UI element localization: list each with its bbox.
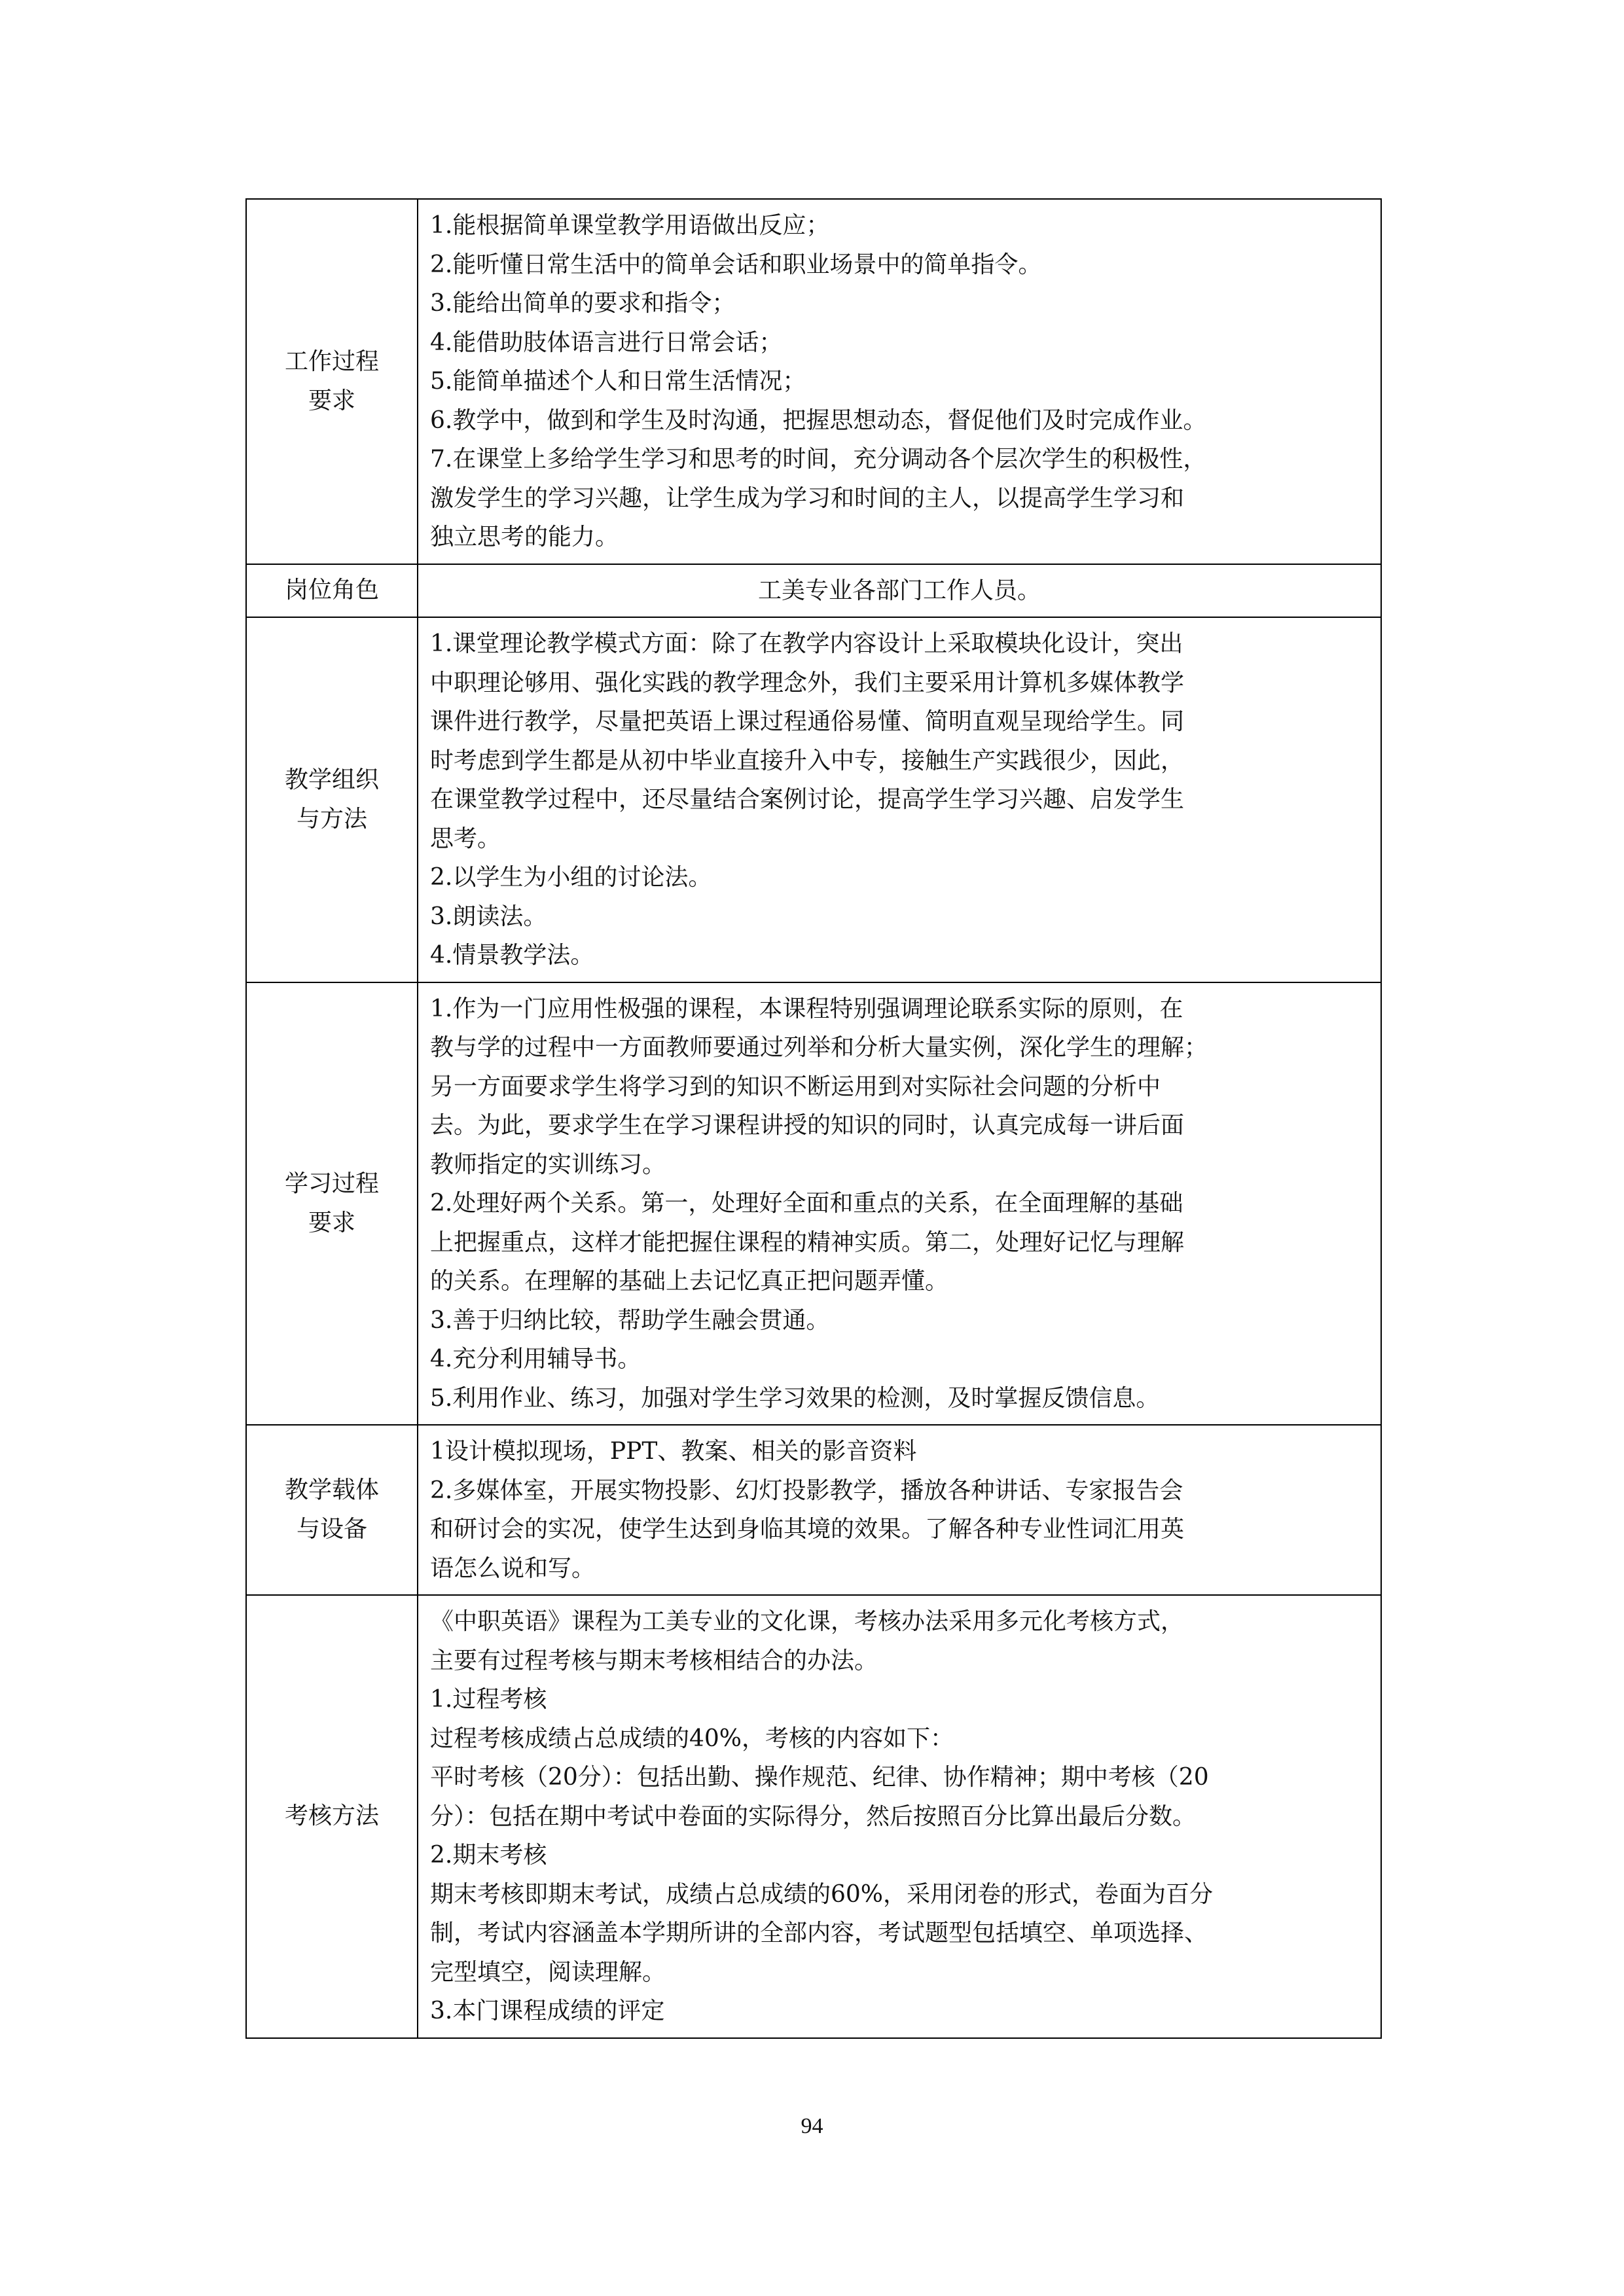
row-label-text: 与方法 [296,805,367,833]
table-row [246,982,1381,1426]
row-label-text: 与设备 [296,1516,367,1543]
content-line: 6.教学中，做到和学生及时沟通，把握思想动态，督促他们及时完成作业。 [430,406,1207,434]
content-line: 2.期末考核 [430,1842,547,1869]
content-line: 4.充分利用辅导书。 [430,1346,641,1372]
content-line: 2.以学生为小组的讨论法。 [430,864,712,891]
table-row [246,564,1381,618]
content-line: 完型填空，阅读理解。 [430,1958,666,1986]
content-line: 3.本门课程成绩的评定 [430,1998,665,2024]
course-info-table [245,198,1382,2039]
content-line: 2.多媒体室，开展实物投影、幻灯投影教学，播放各种讲话、专家报告会 [430,1477,1183,1504]
table-row [246,1595,1381,2038]
content-line: 4.情景教学法。 [430,942,594,969]
content-line: 3.能给出简单的要求和指令； [430,290,736,317]
row-label-text: 学习过程 [284,1170,379,1197]
content-line: 语怎么说和写。 [430,1554,596,1582]
table-row [246,1425,1381,1595]
row-label-text: 教学组织 [284,766,379,793]
content-line: 1.作为一门应用性极强的课程，本课程特别强调理论联系实际的原则，在 [430,995,1183,1022]
table-row [246,199,1381,564]
content-line: 和研讨会的实况，使学生达到身临其境的效果。了解各种专业性词汇用英 [430,1516,1185,1543]
row-content-cell [418,199,1381,564]
content-line: 7.在课堂上多给学生学习和思考的时间，充分调动各个层次学生的积极性， [430,446,1207,473]
content-line: 的关系。在理解的基础上去记忆真正把问题弄懂。 [430,1268,949,1295]
content-line: 另一方面要求学生将学习到的知识不断运用到对实际社会问题的分析中 [430,1073,1161,1100]
content-line: 5.能简单描述个人和日常生活情况； [430,368,806,395]
content-line: 平时考核（20分）：包括出勤、操作规范、纪律、协作精神；期中考核（20 [430,1764,1209,1791]
content-line: 5.利用作业、练习，加强对学生学习效果的检测，及时掌握反馈信息。 [430,1384,1160,1412]
row-label-cell [246,617,418,982]
page-number: 94 [801,2114,823,2138]
content-line: 1.课堂理论教学模式方面：除了在教学内容设计上采取模块化设计，突出 [430,630,1183,657]
row-label-cell [246,1595,418,2038]
content-line: 思考。 [430,825,501,852]
row-label-text: 要求 [308,387,355,414]
row-label-text: 考核方法 [284,1803,379,1830]
row-label-cell [246,1425,418,1595]
row-content-cell [418,1595,1381,2038]
content-line: 2.处理好两个关系。第一，处理好全面和重点的关系，在全面理解的基础 [430,1190,1183,1217]
content-line: 在课堂教学过程中，还尽量结合案例讨论，提高学生学习兴趣、启发学生 [430,786,1185,813]
row-content-cell [418,982,1381,1426]
content-line: 激发学生的学习兴趣，让学生成为学习和时间的主人，以提高学生学习和 [430,484,1185,512]
table-row [246,617,1381,982]
table-body [246,199,1381,2038]
content-line: 4.能借助肢体语言进行日常会话； [430,329,783,356]
content-line: 去。为此，要求学生在学习课程讲授的知识的同时，认真完成每一讲后面 [430,1112,1185,1139]
row-label-cell [246,982,418,1426]
content-line: 1设计模拟现场，PPT、教案、相关的影音资料 [430,1438,917,1465]
content-line: 中职理论够用、强化实践的教学理念外，我们主要采用计算机多媒体教学 [430,669,1185,696]
content-line: 上把握重点，这样才能把握住课程的精神实质。第二，处理好记忆与理解 [430,1229,1185,1256]
content-line: 主要有过程考核与期末考核相结合的办法。 [430,1647,878,1674]
row-label-text: 要求 [308,1209,355,1236]
content-line: 3.朗读法。 [430,903,547,930]
content-line: 教师指定的实训练习。 [430,1151,666,1178]
content-line: 独立思考的能力。 [430,524,619,550]
content-line: 时考虑到学生都是从初中毕业直接升入中专，接触生产实践很少，因此， [430,747,1185,774]
content-line: 3.善于归纳比较，帮助学生融会贯通。 [430,1306,830,1334]
content-line: 分）：包括在期中考试中卷面的实际得分，然后按照百分比算出最后分数。 [430,1803,1197,1830]
content-line: 《中职英语》课程为工美专业的文化课，考核办法采用多元化考核方式， [430,1608,1185,1635]
row-label-text: 工作过程 [284,348,379,375]
row-content-cell [418,1425,1381,1595]
row-content-cell [418,617,1381,982]
content-line: 教与学的过程中一方面教师要通过列举和分析大量实例，深化学生的理解； [430,1034,1208,1061]
row-content-cell: 工美专业各部门工作人员。 [418,564,1381,618]
content-line: 期末考核即期末考试，成绩占总成绩的60%，采用闭卷的形式，卷面为百分 [430,1880,1214,1908]
row-label-cell [246,564,418,618]
row-label-cell [246,199,418,564]
row-label-text: 岗位角色 [284,577,379,604]
content-line: 2.能听懂日常生活中的简单会话和职业场景中的简单指令。 [430,251,1042,278]
row-label-text: 教学载体 [284,1477,379,1503]
content-line: 过程考核成绩占总成绩的40%，考核的内容如下： [430,1725,954,1752]
content-line: 1.能根据简单课堂教学用语做出反应； [430,212,830,239]
content-line: 制，考试内容涵盖本学期所讲的全部内容，考试题型包括填空、单项选择、 [430,1920,1208,1946]
content-line: 课件进行教学，尽量把英语上课过程通俗易懂、简明直观呈现给学生。同 [430,708,1185,735]
content-line: 1.过程考核 [430,1686,547,1713]
